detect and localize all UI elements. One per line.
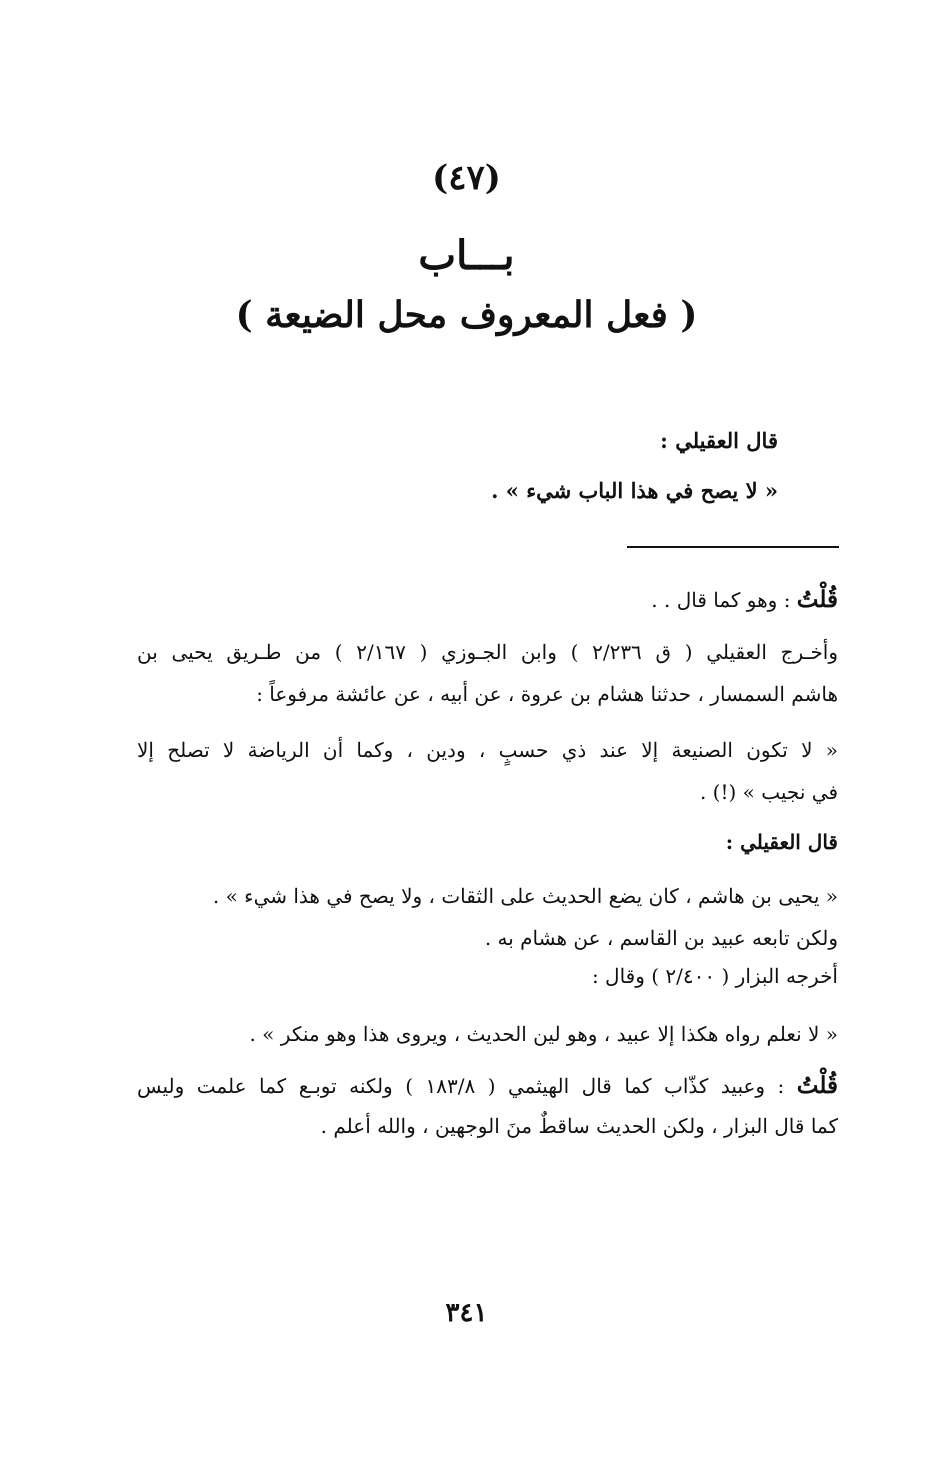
qultu-text: : وهو كما قال . . bbox=[651, 588, 797, 612]
footnote-divider bbox=[627, 546, 839, 548]
paragraph-2-line-2: في نجيب » (!) . bbox=[699, 780, 838, 804]
qultu-label-2: قُلْتُ bbox=[796, 1072, 838, 1099]
bab-heading: بـــاب bbox=[418, 232, 515, 279]
paragraph-4-line-1: « لا نعلم رواه هكذا إلا عبيد ، وهو لين الحديث ، ويروى هذا وهو منكر » . bbox=[249, 1022, 838, 1046]
page-number: ٣٤١ bbox=[445, 1298, 488, 1328]
section-title: ( فعل المعروف محل الضيعة ) bbox=[235, 294, 698, 336]
paragraph-3-line-3: أخرجه البزار ( ٢/٤٠٠ ) وقال : bbox=[591, 964, 838, 988]
paragraph-3-line-1: « يحيى بن هاشم ، كان يضع الحديث على الثقات ، ولا يصح في هذا شيء » . bbox=[212, 884, 838, 908]
chapter-number: (٤٧) bbox=[432, 158, 501, 198]
paragraph-1-line-1: وأخـرج العقيلي ( ق ٢/٢٣٦ ) وابن الجـوزي ( ٢/١٦٧ ) من طـريق يحيى بن bbox=[137, 640, 839, 664]
quote-text: « لا يصح في هذا الباب شيء » . bbox=[491, 478, 778, 503]
aqili-label: قال العقيلي : bbox=[725, 830, 838, 854]
paragraph-2-line-1: « لا تكون الصنيعة إلا عند ذي حسبٍ ، ودين ، وكما أن الرياضة لا تصلح إلا bbox=[137, 738, 838, 762]
qultu-label: قُلْتُ bbox=[796, 586, 838, 613]
paragraph-5-line-1 bbox=[137, 1072, 838, 1099]
paragraph-1-line-2: هاشم السمسار ، حدثنا هشام بن عروة ، عن أبيه ، عن عائشة مرفوعاً : bbox=[256, 682, 838, 706]
paragraph-3-line-2: ولكن تابعه عبيد بن القاسم ، عن هشام به . bbox=[484, 926, 838, 950]
paragraph-5-line-2: كما قال البزار ، ولكن الحديث ساقطٌ منَ الوجهين ، والله أعلم . bbox=[320, 1114, 838, 1138]
qultu-line-1 bbox=[651, 586, 838, 613]
paragraph-5-text: : وعبيد كذّاب كما قال الهيثمي ( ١٨٣/٨ ) ولكنه توبـع كما علمت وليس bbox=[137, 1074, 797, 1098]
quote-attribution: قال العقيلي : bbox=[660, 428, 778, 453]
